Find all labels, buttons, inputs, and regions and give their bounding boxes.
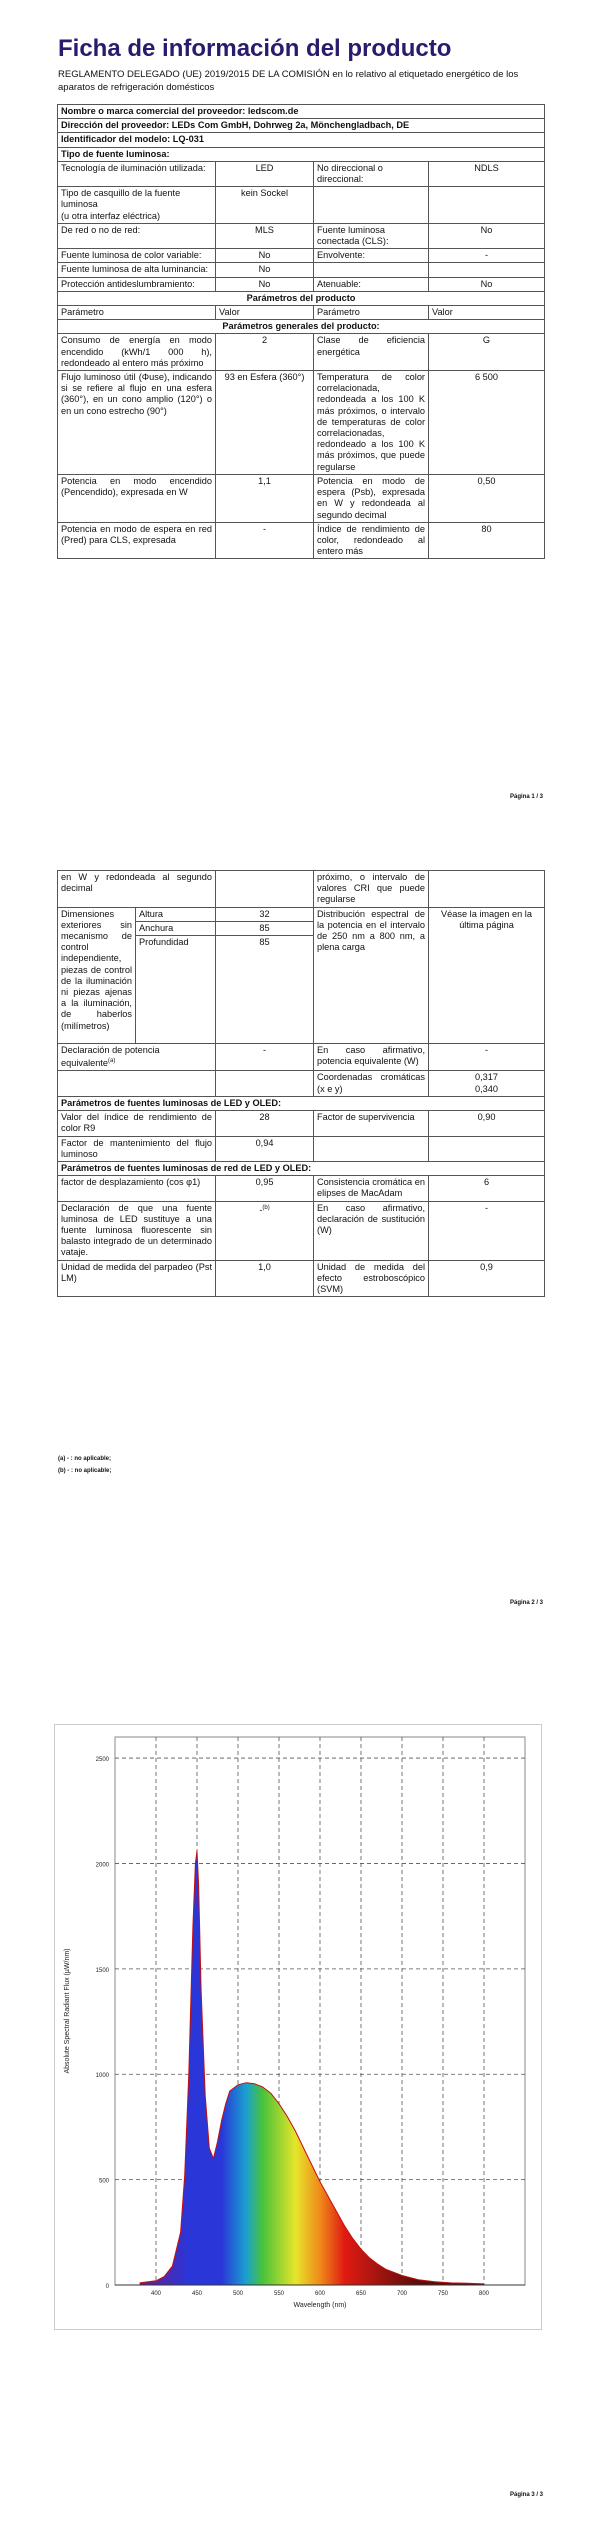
table-row bbox=[58, 522, 545, 559]
dimension-value: 85 bbox=[216, 921, 314, 935]
row-label: Fuente luminosa de alta luminancia: bbox=[58, 263, 216, 277]
page-1 bbox=[0, 0, 595, 800]
row-label: Índice de rendimiento de color, redondeado al entero más bbox=[314, 522, 429, 559]
table-row bbox=[58, 474, 545, 522]
row-value: 80 bbox=[429, 522, 545, 559]
spectrum-svg bbox=[55, 1725, 541, 2329]
row-value: 0,9 bbox=[429, 1260, 545, 1297]
row-value: No bbox=[216, 249, 314, 263]
row-label bbox=[58, 1071, 216, 1096]
row-value: kein Sockel bbox=[216, 187, 314, 224]
document-title: Ficha de información del producto bbox=[58, 35, 452, 62]
y-tick-label: 0 bbox=[105, 2284, 109, 2290]
row-value: NDLS bbox=[429, 161, 545, 186]
supplier-address: Dirección del proveedor: LEDs Com GmbH, Dohrweg 2a, Mönchengladbach, DE bbox=[58, 119, 545, 133]
mains-header-row bbox=[58, 1161, 545, 1175]
model-identifier: Identificador del modelo: LQ-031 bbox=[58, 133, 545, 147]
row-label: Potencia en modo de espera en red (Pred) para CLS, expresada bbox=[58, 522, 216, 559]
dimension-value: 85 bbox=[216, 936, 314, 1044]
row-label bbox=[314, 263, 429, 277]
x-axis-label: Wavelength (nm) bbox=[293, 2302, 347, 2309]
row-label bbox=[58, 1044, 216, 1071]
row-value: No bbox=[429, 277, 545, 291]
page-number: Página 1 / 3 bbox=[509, 794, 543, 800]
x-tick-label: 450 bbox=[191, 2291, 203, 2297]
row-value bbox=[429, 187, 545, 224]
table-row bbox=[58, 1176, 545, 1201]
table-row bbox=[58, 334, 545, 371]
row-label: Factor de supervivencia bbox=[314, 1111, 429, 1136]
page-number: Página 2 / 3 bbox=[509, 1600, 543, 1606]
row-value bbox=[216, 1071, 314, 1096]
row-label: Tecnología de iluminación utilizada: bbox=[58, 161, 216, 186]
row-value: No bbox=[216, 277, 314, 291]
row-label: Consistencia cromática en elipses de MacAdam bbox=[314, 1176, 429, 1201]
x-tick-label: 600 bbox=[314, 2291, 326, 2297]
x-tick-label: 650 bbox=[355, 2291, 367, 2297]
row-value: MLS bbox=[216, 223, 314, 248]
row-label: Factor de mantenimiento del flujo luminoso bbox=[58, 1136, 216, 1161]
table-row bbox=[58, 1136, 545, 1161]
supplier-brand: Nombre o marca comercial del proveedor: ledscom.de bbox=[58, 105, 545, 119]
footnote: (b) - : no aplicable; bbox=[58, 1468, 112, 1474]
y-tick-label: 500 bbox=[98, 2178, 109, 2185]
row-label: Declaración de que una fuente luminosa de LED sustituye a una fuente luminosa fluorescente sin balasto integrado de un determinado vataje. bbox=[58, 1201, 216, 1260]
row-label: Tipo de casquillo de la fuente luminosa (u otra interfaz eléctrica) bbox=[58, 187, 216, 224]
footnote: (a) - : no aplicable; bbox=[58, 1456, 112, 1462]
x-tick-label: 550 bbox=[273, 2291, 285, 2297]
product-info-table bbox=[57, 104, 545, 559]
table-row bbox=[58, 871, 545, 908]
row-value: - bbox=[429, 1044, 545, 1071]
row-label: Consumo de energía en modo encendido (kWh/1 000 h), redondeado al entero más próximo bbox=[58, 334, 216, 371]
y-tick-label: 2000 bbox=[95, 1862, 109, 1869]
supplier-brand-row bbox=[58, 105, 545, 119]
x-tick-label: 750 bbox=[437, 2291, 449, 2297]
row-label: Atenuable: bbox=[314, 277, 429, 291]
row-value: - bbox=[429, 249, 545, 263]
model-row bbox=[58, 133, 545, 147]
table-row bbox=[58, 187, 545, 224]
table-row bbox=[58, 907, 545, 921]
source-type-row bbox=[58, 147, 545, 161]
footnotes bbox=[58, 1453, 111, 1477]
dimension-name: Altura bbox=[136, 907, 216, 921]
row-value: 6 500 bbox=[429, 371, 545, 475]
row-value: 0,50 bbox=[429, 474, 545, 522]
row-label: Clase de eficiencia energética bbox=[314, 334, 429, 371]
row-label: en W y redondeada al segundo decimal bbox=[58, 871, 216, 908]
spectrum-chart bbox=[54, 1724, 542, 2330]
row-label: Valor del índice de rendimiento de color R9 bbox=[58, 1111, 216, 1136]
row-label: Unidad de medida del efecto estroboscópico (SVM) bbox=[314, 1260, 429, 1297]
row-label: Coordenadas cromáticas (x e y) bbox=[314, 1071, 429, 1096]
x-tick-label: 700 bbox=[396, 2291, 408, 2297]
table-row bbox=[58, 1201, 545, 1260]
row-value bbox=[216, 871, 314, 908]
row-label: Envolvente: bbox=[314, 249, 429, 263]
row-label: Potencia en modo encendido (Pencendido), expresada en W bbox=[58, 474, 216, 522]
row-value: - bbox=[216, 522, 314, 559]
row-value: - bbox=[216, 1044, 314, 1071]
row-value bbox=[429, 871, 545, 908]
y-axis-label: Absolute Spectral Radiant Flux (µW/nm) bbox=[64, 1948, 71, 2074]
column-header: Parámetro bbox=[314, 306, 429, 320]
table-row bbox=[58, 223, 545, 248]
row-value: No bbox=[429, 223, 545, 248]
dimensions-label: Dimensiones exteriores sin mecanismo de control independiente, piezas de control de la iluminación ni piezas ajenas a la iluminación, de haberlos (milímetros) bbox=[58, 907, 136, 1043]
row-label: En caso afirmativo, declaración de sustitución (W) bbox=[314, 1201, 429, 1260]
page-2 bbox=[0, 870, 595, 1640]
led-header-row bbox=[58, 1096, 545, 1110]
table-row bbox=[58, 277, 545, 291]
led-heading: Parámetros de fuentes luminosas de LED y OLED: bbox=[58, 1096, 545, 1110]
table-row bbox=[58, 249, 545, 263]
supplier-address-row bbox=[58, 119, 545, 133]
row-label: No direccional o direccional: bbox=[314, 161, 429, 186]
x-tick-label: 800 bbox=[478, 2291, 490, 2297]
row-value bbox=[429, 1136, 545, 1161]
row-value: 93 en Esfera (360°) bbox=[216, 371, 314, 475]
row-label: próximo, o intervalo de valores CRI que puede regularse bbox=[314, 871, 429, 908]
product-info-table-continued bbox=[57, 870, 545, 1297]
x-tick-label: 400 bbox=[150, 2291, 162, 2297]
row-value: 1,1 bbox=[216, 474, 314, 522]
row-label: Flujo luminoso útil (Φuse), indicando si se refiere al flujo en una esfera (360°), en un cono amplio (120°) o en un cono estrecho (90°) bbox=[58, 371, 216, 475]
column-header: Valor bbox=[429, 306, 545, 320]
row-value: 0,95 bbox=[216, 1176, 314, 1201]
column-header: Parámetro bbox=[58, 306, 216, 320]
table-row bbox=[58, 1260, 545, 1297]
row-label: Fuente luminosa conectada (CLS): bbox=[314, 223, 429, 248]
row-label: Distribución espectral de la potencia en el intervalo de 250 nm a 800 nm, a plena carga bbox=[314, 907, 429, 1043]
row-value: 1,0 bbox=[216, 1260, 314, 1297]
fluor-value: - bbox=[259, 1204, 263, 1215]
row-value: G bbox=[429, 334, 545, 371]
row-label: Protección antideslumbramiento: bbox=[58, 277, 216, 291]
footnote-mark: (b) bbox=[262, 1204, 270, 1211]
row-value: 2 bbox=[216, 334, 314, 371]
table-row bbox=[58, 1044, 545, 1071]
general-heading: Parámetros generales del producto: bbox=[58, 320, 545, 334]
row-value: 0,317 0,340 bbox=[429, 1071, 545, 1096]
row-label: En caso afirmativo, potencia equivalente (W) bbox=[314, 1044, 429, 1071]
row-value: 0,90 bbox=[429, 1111, 545, 1136]
params-header-row bbox=[58, 291, 545, 305]
footnote-mark: (a) bbox=[108, 1058, 116, 1065]
row-label bbox=[314, 1136, 429, 1161]
row-value: - bbox=[429, 1201, 545, 1260]
dimension-name: Profundidad bbox=[136, 936, 216, 1044]
regulation-text: REGLAMENTO DELEGADO (UE) 2019/2015 DE LA COMISIÓN en lo relativo al etiquetado energético de los aparatos de refrigeración domésticos bbox=[58, 69, 519, 93]
source-type-heading: Tipo de fuente luminosa: bbox=[58, 147, 545, 161]
y-tick-label: 1500 bbox=[95, 1967, 109, 1974]
y-tick-label: 1000 bbox=[95, 2073, 109, 2080]
table-row bbox=[58, 1071, 545, 1096]
row-label: Fuente luminosa de color variable: bbox=[58, 249, 216, 263]
row-value: LED bbox=[216, 161, 314, 186]
table-row bbox=[58, 263, 545, 277]
row-value: 0,94 bbox=[216, 1136, 314, 1161]
column-header-row bbox=[58, 306, 545, 320]
x-tick-label: 500 bbox=[232, 2291, 244, 2297]
table-row bbox=[58, 371, 545, 475]
row-label bbox=[314, 187, 429, 224]
general-header-row bbox=[58, 320, 545, 334]
row-value: No bbox=[216, 263, 314, 277]
row-value: 6 bbox=[429, 1176, 545, 1201]
row-label: Unidad de medida del parpadeo (Pst LM) bbox=[58, 1260, 216, 1297]
row-value: 28 bbox=[216, 1111, 314, 1136]
column-header: Valor bbox=[216, 306, 314, 320]
table-row bbox=[58, 161, 545, 186]
mains-heading: Parámetros de fuentes luminosas de red de LED y OLED: bbox=[58, 1161, 545, 1175]
row-value: Véase la imagen en la última página bbox=[429, 907, 545, 1043]
row-label: De red o no de red: bbox=[58, 223, 216, 248]
page-3 bbox=[0, 1720, 595, 2526]
table-row bbox=[58, 1111, 545, 1136]
params-heading: Parámetros del producto bbox=[58, 291, 545, 305]
equiv-label: Declaración de potencia equivalente bbox=[61, 1045, 160, 1069]
dimension-name: Anchura bbox=[136, 921, 216, 935]
row-value bbox=[216, 1201, 314, 1260]
y-tick-label: 2500 bbox=[95, 1757, 109, 1764]
row-label: factor de desplazamiento (cos φ1) bbox=[58, 1176, 216, 1201]
page-number: Página 3 / 3 bbox=[509, 2492, 543, 2498]
row-label: Temperatura de color correlacionada, redondeada a los 100 K más próximos, o intervalo de temperaturas de color correlacionadas, redondeado a los 100 K más próximos, que puede regularse bbox=[314, 371, 429, 475]
dimension-value: 32 bbox=[216, 907, 314, 921]
row-value bbox=[429, 263, 545, 277]
row-label: Potencia en modo de espera (Psb), expresada en W y redondeada al segundo decimal bbox=[314, 474, 429, 522]
